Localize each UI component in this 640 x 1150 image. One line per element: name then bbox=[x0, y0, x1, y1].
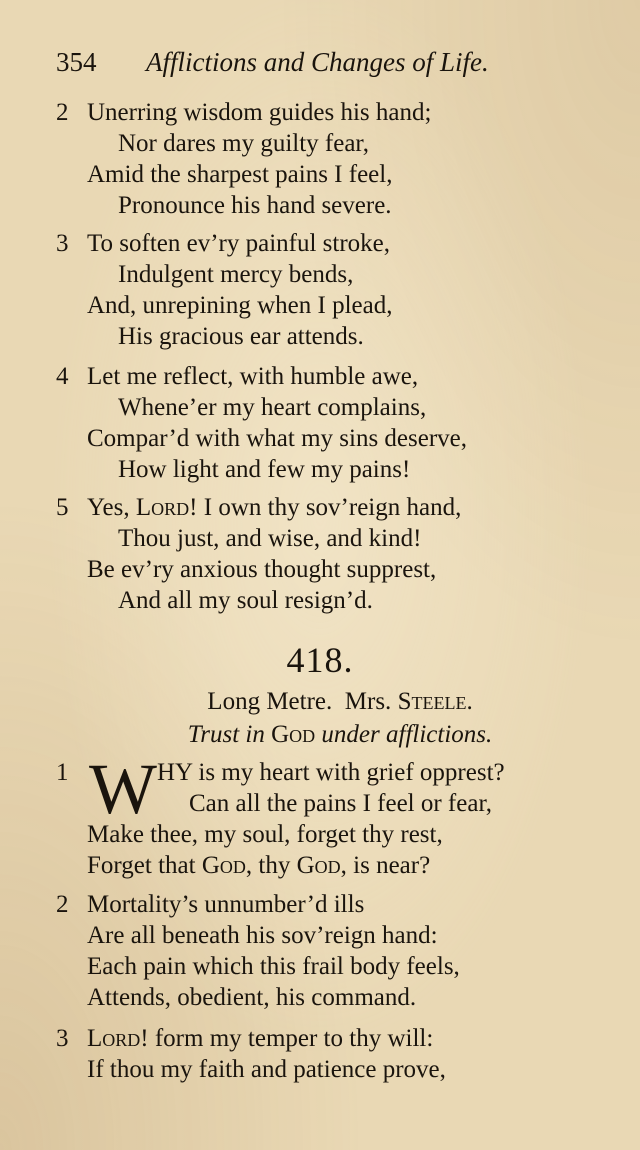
verse-line bbox=[0, 788, 640, 819]
verse-text: Nor dares my guilty fear, bbox=[118, 130, 370, 157]
verse-text: Can all the pains I feel or fear, bbox=[189, 790, 493, 817]
verse-fragment: Yes, bbox=[87, 494, 136, 521]
lord-smallcaps: Lord bbox=[87, 1025, 141, 1052]
verse-line bbox=[0, 454, 640, 485]
stanza-number: 3 bbox=[56, 230, 69, 257]
god-smallcaps: God bbox=[271, 721, 316, 748]
stanza-number: 2 bbox=[56, 99, 69, 126]
verse-text: Indulgent mercy bends, bbox=[118, 261, 354, 288]
stanza-number: 2 bbox=[56, 891, 69, 918]
page-header bbox=[56, 42, 596, 82]
stanza bbox=[0, 492, 640, 616]
god-smallcaps: God bbox=[296, 852, 341, 879]
verse-text: Mortality’s unnumber’d ills bbox=[87, 891, 365, 918]
verse-line bbox=[0, 982, 640, 1013]
verse-text bbox=[87, 850, 430, 881]
verse-text: Pronounce his hand severe. bbox=[118, 192, 392, 219]
meter: Long Metre. bbox=[207, 688, 333, 715]
verse-line bbox=[0, 128, 640, 159]
running-title: Afflictions and Changes of Life. bbox=[146, 47, 489, 77]
verse-line bbox=[0, 423, 640, 454]
stanza bbox=[0, 361, 640, 485]
hymn-subject bbox=[0, 718, 640, 752]
verse-text: And all my soul resign’d. bbox=[118, 587, 373, 614]
verse-text: Whene’er my heart complains, bbox=[118, 394, 427, 421]
verse-line bbox=[0, 321, 640, 352]
stanza bbox=[0, 97, 640, 221]
verse-text: Each pain which this frail body feels, bbox=[87, 953, 460, 980]
verse-line bbox=[0, 585, 640, 616]
verse-text: Are all beneath his sov’reign hand: bbox=[87, 922, 438, 949]
verse-text: Unerring wisdom guides his hand; bbox=[87, 99, 432, 126]
god-smallcaps: God bbox=[201, 852, 246, 879]
verse-text: How light and few my pains! bbox=[118, 456, 411, 483]
verse-fragment: ! form my temper to thy will: bbox=[140, 1025, 434, 1052]
verse-text: If thou my faith and patience prove, bbox=[87, 1056, 446, 1083]
stanza bbox=[0, 1023, 640, 1085]
stanza-number: 4 bbox=[56, 363, 69, 390]
verse-fragment: , thy bbox=[245, 852, 297, 879]
verse-line bbox=[0, 290, 640, 321]
verse-fragment: HY is my heart with grief oppres bbox=[157, 759, 487, 786]
verse-text: Let me reflect, with humble awe, bbox=[87, 363, 419, 390]
stanza bbox=[0, 228, 640, 352]
page-number: 354 bbox=[56, 47, 97, 77]
author-name: Steele. bbox=[397, 688, 473, 715]
verse-line bbox=[0, 392, 640, 423]
stanza-number: 1 bbox=[56, 759, 69, 786]
verse-line bbox=[0, 951, 640, 982]
author-prefix: Mrs. bbox=[344, 688, 392, 715]
verse-line bbox=[0, 523, 640, 554]
drop-cap: W bbox=[89, 749, 157, 829]
verse-text: And, unrepining when I plead, bbox=[87, 292, 393, 319]
verse-line bbox=[0, 361, 640, 392]
verse-text: Make thee, my soul, forget thy rest, bbox=[87, 821, 443, 848]
verse-text: Compar’d with what my sins deserve, bbox=[87, 425, 468, 452]
verse-text: Thou just, and wise, and kind! bbox=[118, 525, 422, 552]
verse-line bbox=[0, 159, 640, 190]
verse-text: Amid the sharpest pains I feel, bbox=[87, 161, 393, 188]
hymn-meter-author bbox=[0, 686, 640, 718]
verse-text: Attends, obedient, his command. bbox=[87, 984, 417, 1011]
verse-line bbox=[0, 889, 640, 920]
verse-text: To soften ev’ry painful stroke, bbox=[87, 230, 391, 257]
verse-fragment: , is near? bbox=[340, 852, 431, 879]
verse-line bbox=[0, 228, 640, 259]
verse-fragment: ! I own thy sov’reign hand, bbox=[189, 494, 462, 521]
stanza-number: 5 bbox=[56, 494, 69, 521]
verse-line bbox=[0, 259, 640, 290]
verse-line bbox=[0, 97, 640, 128]
verse-fragment: Forget that bbox=[87, 852, 202, 879]
verse-text bbox=[87, 1023, 433, 1054]
verse-line bbox=[0, 920, 640, 951]
stanza bbox=[0, 889, 640, 1013]
verse-line bbox=[0, 492, 640, 523]
verse-line bbox=[0, 819, 640, 850]
hymn-number: 418. bbox=[286, 640, 354, 680]
verse-line bbox=[0, 1054, 640, 1085]
verse-fragment: t? bbox=[486, 759, 505, 786]
verse-line bbox=[0, 850, 640, 881]
verse-line bbox=[0, 1023, 640, 1054]
verse-text bbox=[157, 757, 505, 788]
verse-line bbox=[0, 190, 640, 221]
stanza-number: 3 bbox=[56, 1025, 69, 1052]
subject-fragment: Trust in bbox=[187, 721, 272, 748]
stanza bbox=[0, 788, 640, 881]
verse-text: His gracious ear attends. bbox=[118, 323, 364, 350]
subject-fragment: under afflictions. bbox=[315, 721, 493, 748]
verse-line bbox=[0, 554, 640, 585]
verse-text: Be ev’ry anxious thought supprest, bbox=[87, 556, 437, 583]
verse-text bbox=[87, 492, 461, 523]
lord-smallcaps: Lord bbox=[135, 494, 190, 521]
